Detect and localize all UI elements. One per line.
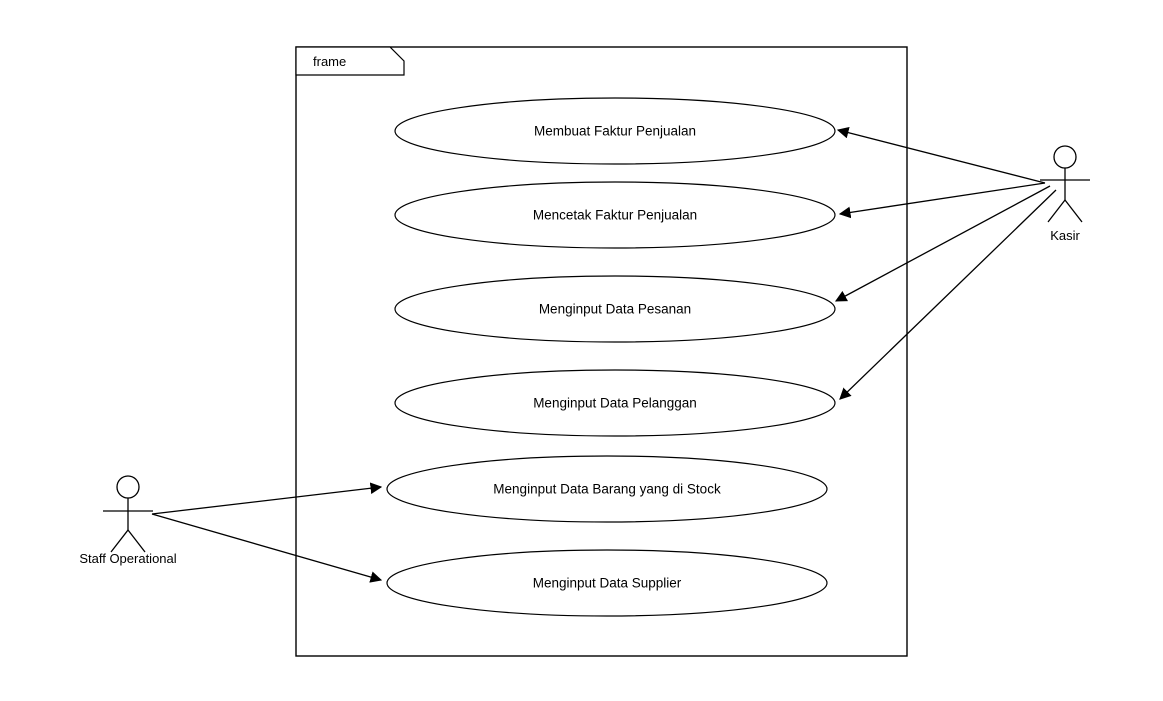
association-staff-menginput-data-supplier — [152, 514, 381, 580]
association-staff-menginput-data-barang — [152, 487, 381, 514]
use-case-label: Menginput Data Pelanggan — [533, 395, 697, 411]
association-kasir-menginput-data-pelanggan — [840, 190, 1056, 399]
use-case-label: Menginput Data Supplier — [532, 575, 682, 591]
use-case-membuat-faktur-penjualan[interactable] — [395, 98, 835, 164]
association-kasir-menginput-data-pesanan — [836, 186, 1050, 301]
use-case-label: Mencetak Faktur Penjualan — [532, 207, 698, 223]
association-kasir-mencetak-faktur — [840, 183, 1045, 214]
use-case-mencetak-faktur-penjualan[interactable] — [395, 182, 835, 248]
use-case-menginput-data-barang-yang-di-stock[interactable] — [387, 456, 827, 522]
use-case-menginput-data-pesanan[interactable] — [395, 276, 835, 342]
use-case-label: Menginput Data Pesanan — [538, 301, 692, 317]
actor-label: Staff Operational — [79, 551, 177, 566]
actor-label: Kasir — [1050, 228, 1080, 243]
use-case-menginput-data-pelanggan[interactable] — [395, 370, 835, 436]
actor-staff-operational[interactable] — [79, 476, 176, 566]
association-kasir-membuat-faktur — [838, 130, 1045, 183]
use-case-menginput-data-supplier[interactable] — [387, 550, 827, 616]
frame-label: frame — [313, 54, 347, 69]
use-case-label: Membuat Faktur Penjualan — [533, 123, 697, 139]
use-case-label: Menginput Data Barang yang di Stock — [493, 481, 721, 497]
actor-kasir[interactable] — [1040, 146, 1090, 243]
